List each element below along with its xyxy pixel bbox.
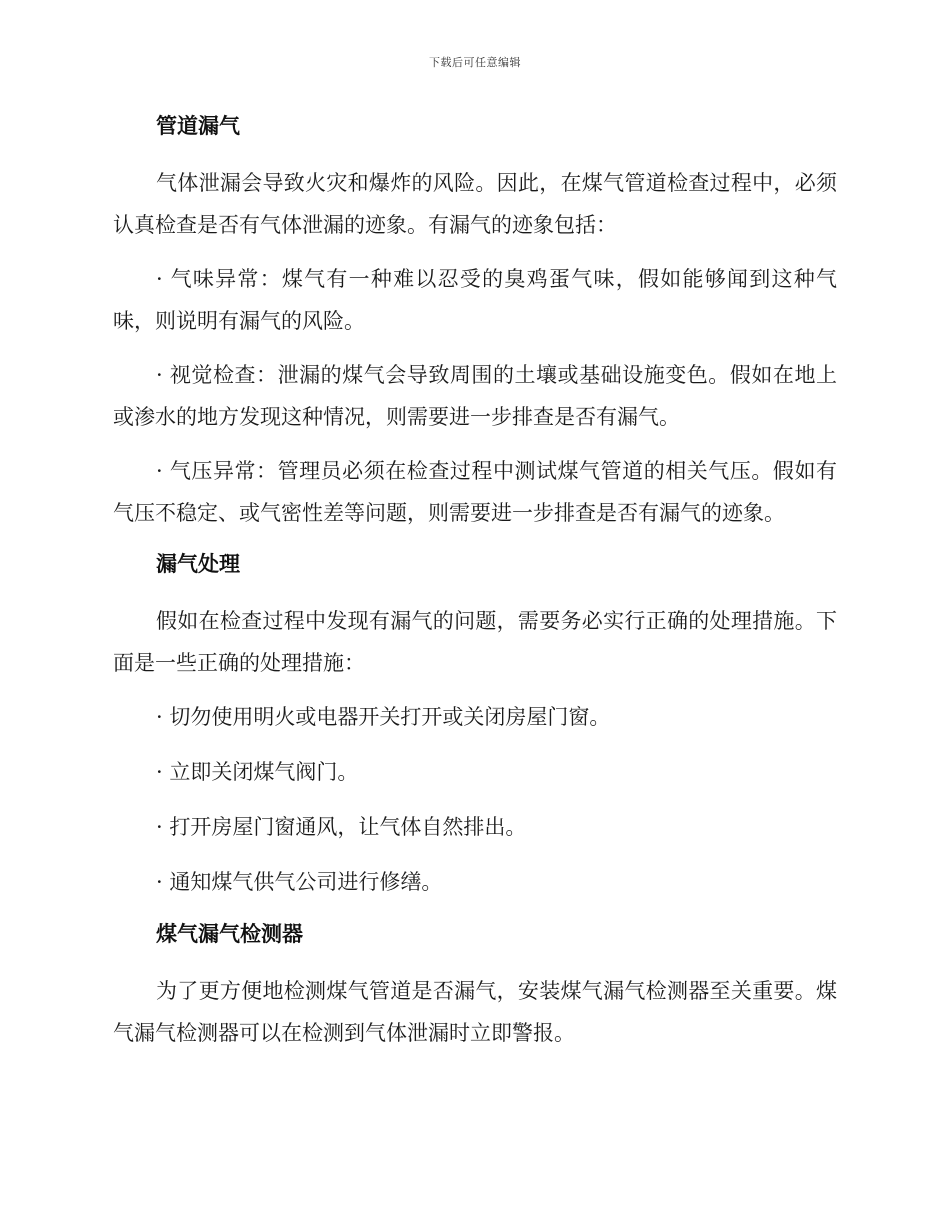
page-header-note: 下载后可任意编辑 xyxy=(429,56,521,69)
list-item: · 视觉检查：泄漏的煤气会导致周围的土壤或基础设施变色。假如在地上或渗水的地方发现这种情况，则需要进一步排查是否有漏气。 xyxy=(113,363,837,429)
document-body xyxy=(113,108,837,1066)
list-item: · 通知煤气供气公司进行修缮。 xyxy=(156,870,443,894)
list-item: · 立即关闭煤气阀门。 xyxy=(156,760,359,784)
pipeline-leak-intro: 气体泄漏会导致火灾和爆炸的风险。因此，在煤气管道检查过程中，必须认真检查是否有气体泄漏的迹象。有漏气的迹象包括： xyxy=(113,171,837,237)
leak-handling-intro: 假如在检查过程中发现有漏气的问题，需要务必实行正确的处理措施。下面是一些正确的处理措施： xyxy=(113,609,837,675)
section-title-leak-handling: 漏气处理 xyxy=(156,552,240,576)
detector-intro: 为了更方便地检测煤气管道是否漏气，安装煤气漏气检测器至关重要。煤气漏气检测器可以在检测到气体泄漏时立即警报。 xyxy=(113,979,837,1045)
list-item: · 气压异常：管理员必须在检查过程中测试煤气管道的相关气压。假如有气压不稳定、或气密性差等问题，则需要进一步排查是否有漏气的迹象。 xyxy=(113,459,837,525)
list-item: · 打开房屋门窗通风，让气体自然排出。 xyxy=(156,815,527,839)
list-item: · 切勿使用明火或电器开关打开或关闭房屋门窗。 xyxy=(156,705,611,729)
list-item: · 气味异常：煤气有一种难以忍受的臭鸡蛋气味，假如能够闻到这种气味，则说明有漏气的风险。 xyxy=(113,267,837,333)
section-title-pipeline-leak: 管道漏气 xyxy=(156,114,240,138)
section-title-detector: 煤气漏气检测器 xyxy=(156,922,303,946)
